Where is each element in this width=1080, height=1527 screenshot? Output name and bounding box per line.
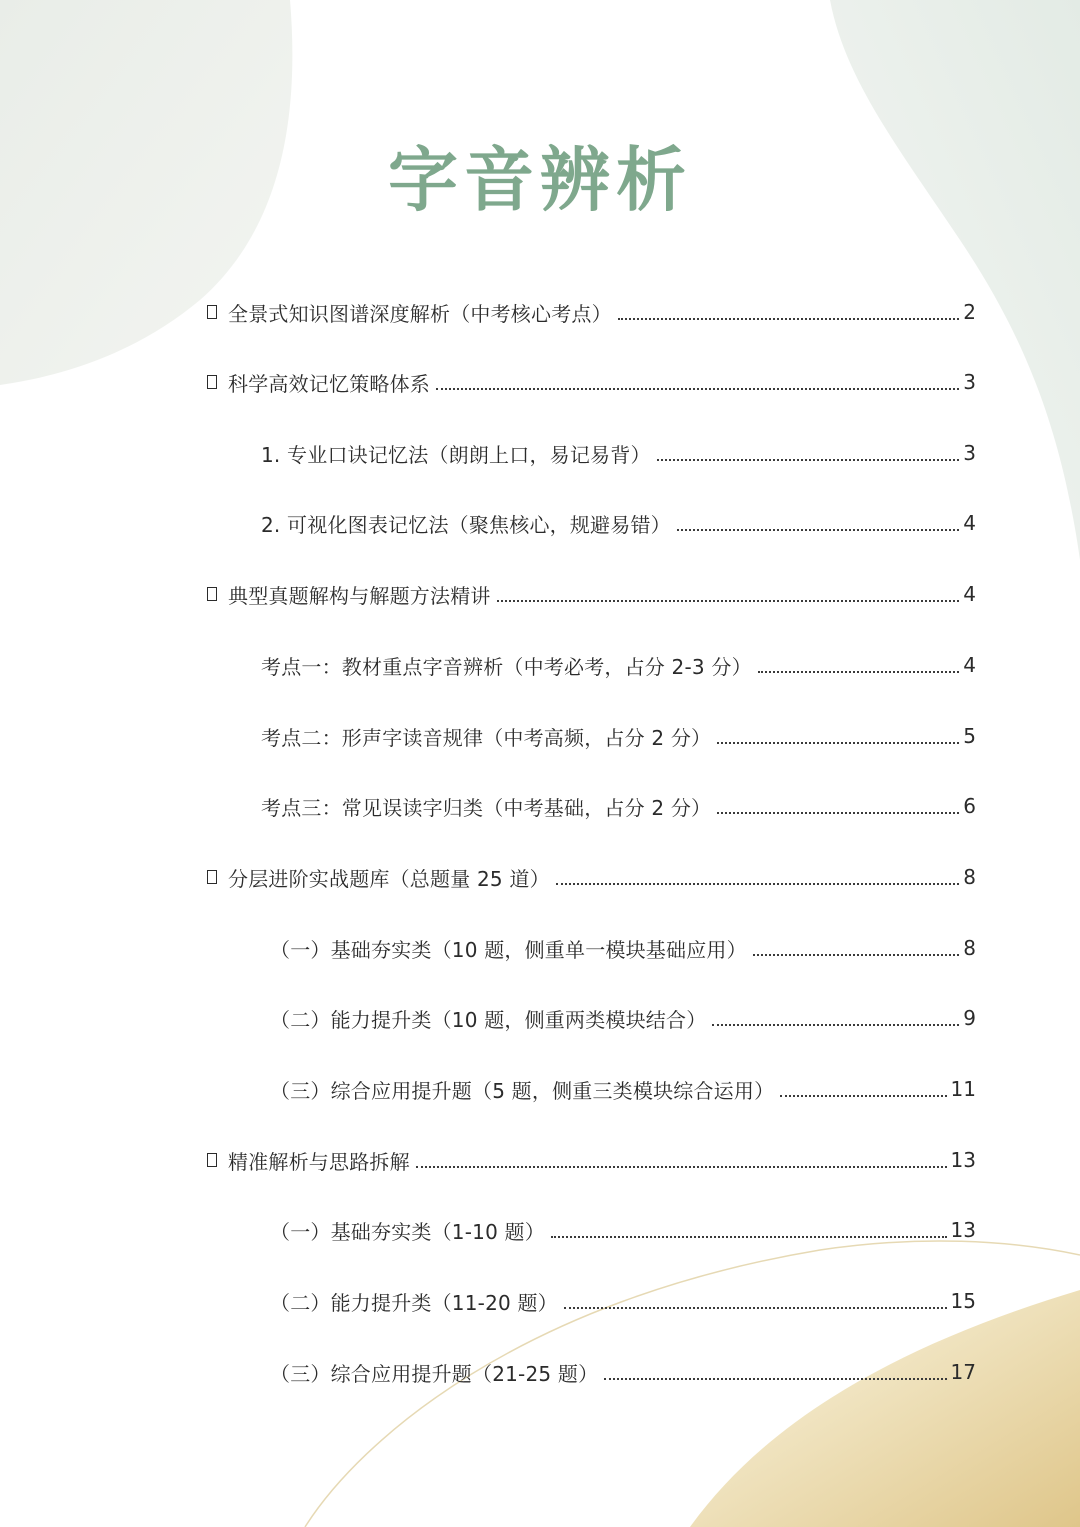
dot-leader — [551, 1236, 947, 1238]
toc-entry-label: 科学高效记忆策略体系 — [228, 371, 430, 396]
bullet-box-icon — [207, 1153, 217, 1167]
dot-leader — [753, 954, 959, 956]
toc-entry-chart-method[interactable] — [261, 505, 976, 541]
toc-entry-point-three[interactable] — [261, 788, 976, 824]
dot-leader — [416, 1166, 947, 1168]
toc-page-number: 13 — [950, 1218, 976, 1242]
toc-entry-label: （三）综合应用提升题（5 题，侧重三类模块综合运用） — [270, 1078, 775, 1103]
bullet-box-icon — [207, 305, 217, 319]
toc-page-number: 8 — [963, 936, 976, 960]
toc-page-number: 9 — [963, 1006, 976, 1030]
toc-entry-comprehensive-questions[interactable] — [270, 1071, 976, 1107]
toc-page-number: 6 — [963, 794, 976, 818]
toc-entry-question-bank[interactable] — [207, 859, 976, 895]
toc-entry-label: 精准解析与思路拆解 — [228, 1149, 410, 1174]
toc-page-number: 3 — [963, 441, 976, 465]
toc-entry-label: 2. 可视化图表记忆法（聚焦核心，规避易错） — [261, 512, 671, 537]
toc-entry-analysis[interactable] — [207, 1142, 976, 1178]
page-title: 字音辨析 — [388, 138, 692, 221]
toc-entry-label: 考点二：形声字读音规律（中考高频，占分 2 分） — [261, 725, 712, 750]
toc-entry-label: 1. 专业口诀记忆法（朗朗上口，易记易背） — [261, 442, 651, 467]
toc-page-number: 15 — [950, 1289, 976, 1313]
bullet-box-icon — [207, 870, 217, 884]
toc-page-number: 4 — [963, 653, 976, 677]
toc-entry-label: （二）能力提升类（11-20 题） — [270, 1290, 558, 1315]
toc-entry-label: 考点一：教材重点字音辨析（中考必考，占分 2-3 分） — [261, 654, 752, 679]
toc-page-number: 2 — [963, 300, 976, 324]
toc-entry-mnemonic-method[interactable] — [261, 435, 976, 471]
dot-leader — [657, 459, 960, 461]
toc-entry-label: 全景式知识图谱深度解析（中考核心考点） — [228, 301, 612, 326]
dot-leader — [712, 1024, 959, 1026]
toc-page-number: 8 — [963, 865, 976, 889]
toc-entry-label: 考点三：常见误读字归类（中考基础，占分 2 分） — [261, 795, 712, 820]
dot-leader — [497, 600, 960, 602]
toc-page-number: 5 — [963, 724, 976, 748]
dot-leader — [677, 529, 959, 531]
dot-leader — [780, 1095, 946, 1097]
dot-leader — [758, 671, 959, 673]
dot-leader — [604, 1378, 946, 1380]
toc-entry-label: （三）综合应用提升题（21-25 题） — [270, 1361, 599, 1386]
toc-entry-point-one[interactable] — [261, 647, 976, 683]
toc-entry-label: （二）能力提升类（10 题，侧重两类模块结合） — [270, 1007, 707, 1032]
dot-leader — [717, 812, 959, 814]
toc-entry-knowledge-map[interactable] — [207, 294, 976, 330]
dot-leader — [436, 388, 959, 390]
bullet-box-icon — [207, 587, 217, 601]
toc-entry-point-two[interactable] — [261, 718, 976, 754]
toc-page-number: 4 — [963, 582, 976, 606]
bullet-box-icon — [207, 375, 217, 389]
toc-page-number: 17 — [950, 1360, 976, 1384]
toc-entry-label: （一）基础夯实类（1-10 题） — [270, 1219, 545, 1244]
toc-page-number: 13 — [950, 1148, 976, 1172]
toc-entry-exam-analysis[interactable] — [207, 576, 976, 612]
toc-entry-label: 典型真题解构与解题方法精讲 — [228, 583, 491, 608]
dot-leader — [564, 1307, 947, 1309]
toc-page-number: 4 — [963, 511, 976, 535]
bottom-right-gold-blob — [690, 1290, 1080, 1527]
toc-entry-comprehensive-answers[interactable] — [270, 1354, 976, 1390]
toc-entry-label: （一）基础夯实类（10 题，侧重单一模块基础应用） — [270, 937, 747, 962]
toc-page-number: 11 — [950, 1077, 976, 1101]
toc-entry-ability-questions[interactable] — [270, 1000, 976, 1036]
toc-page-number: 3 — [963, 370, 976, 394]
dot-leader — [556, 883, 960, 885]
dot-leader — [618, 318, 959, 320]
toc-entry-basic-answers[interactable] — [270, 1212, 976, 1248]
toc-entry-basic-questions[interactable] — [270, 930, 976, 966]
toc-entry-ability-answers[interactable] — [270, 1283, 976, 1319]
toc-entry-label: 分层进阶实战题库（总题量 25 道） — [228, 866, 550, 891]
toc-entry-memory-strategy[interactable] — [207, 364, 976, 400]
dot-leader — [717, 742, 959, 744]
top-right-blob — [830, 0, 1080, 560]
